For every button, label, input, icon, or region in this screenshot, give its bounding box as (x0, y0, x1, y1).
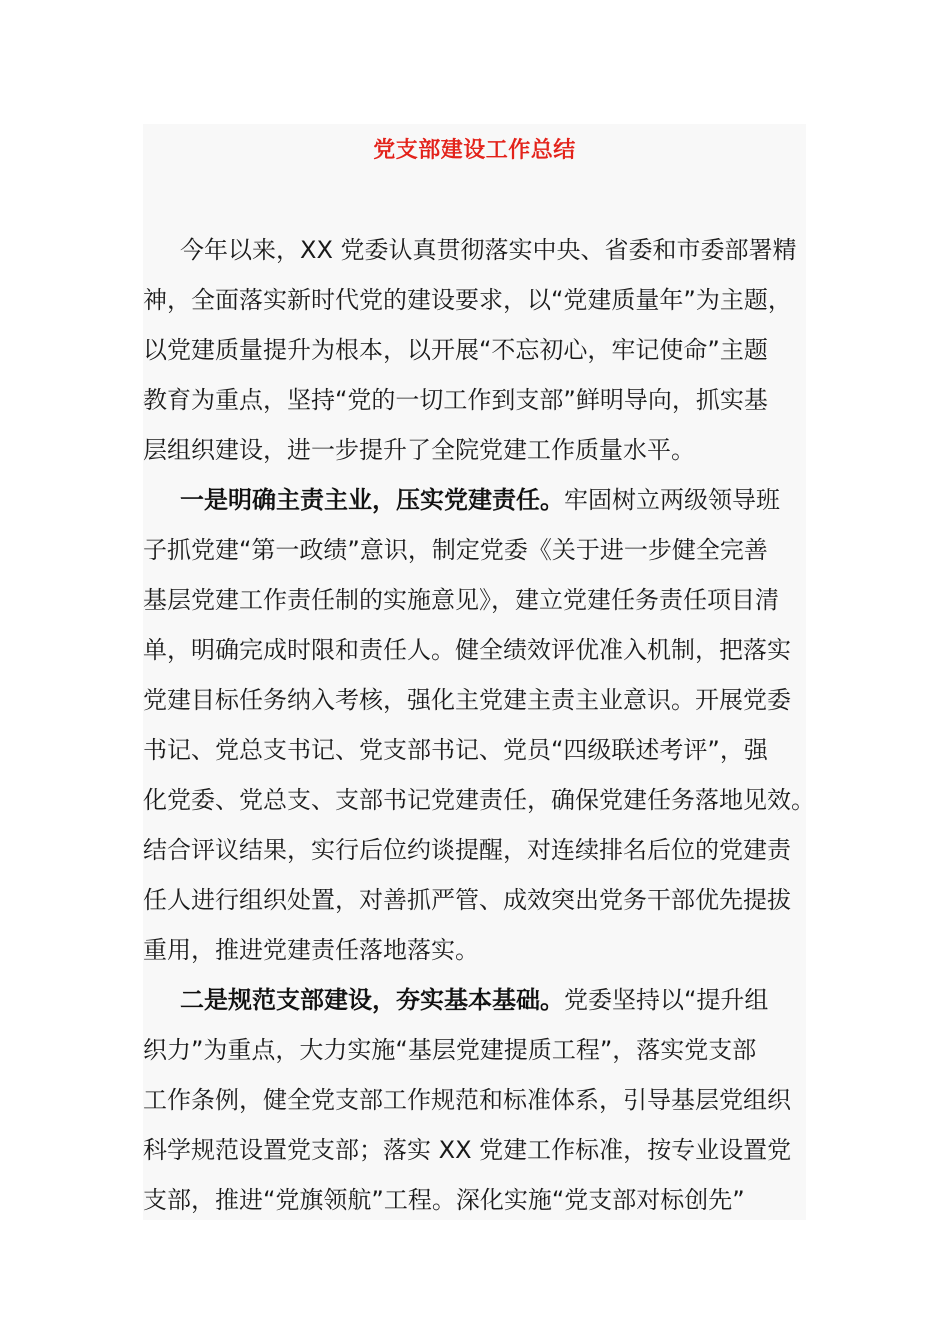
paragraph-2-line-4: 单，明确完成时限和责任人。健全绩效评优准入机制，把落实 (143, 636, 791, 664)
paragraph-2-line-8: 结合评议结果，实行后位约谈提醒，对连续排名后位的党建责 (143, 836, 791, 864)
paragraph-2-line-6: 书记、党总支书记、党支部书记、党员“四级联述考评”，强 (143, 736, 768, 764)
paragraph-2-line-1 (180, 483, 780, 517)
paragraph-2-line-3: 基层党建工作责任制的实施意见》，建立党建任务责任项目清 (143, 586, 779, 614)
paragraph-1-line-4: 教育为重点，坚持“党的一切工作到支部”鲜明导向，抓实基 (143, 386, 768, 414)
section-2-heading: 二是规范支部建设，夯实基本基础。 (180, 986, 564, 1014)
paragraph-1-line-2: 神，全面落实新时代党的建设要求，以“党建质量年”为主题， (143, 286, 792, 314)
paragraph-3-line-2: 织力”为重点，大力实施“基层党建提质工程”，落实党支部 (143, 1036, 757, 1064)
section-1-text: 牢固树立两级领导班 (564, 486, 780, 514)
paragraph-1-line-3: 以党建质量提升为根本，以开展“不忘初心，牢记使命”主题 (143, 336, 768, 364)
paragraph-1-line-1: 今年以来，XX 党委认真贯彻落实中央、省委和市委部署精 (180, 236, 797, 264)
section-2-text: 党委坚持以“提升组 (564, 986, 769, 1014)
paragraph-2-line-10: 重用，推进党建责任落地落实。 (143, 936, 479, 964)
paragraph-3-line-1 (180, 983, 768, 1017)
paragraph-1-line-5: 层组织建设，进一步提升了全院党建工作质量水平。 (143, 436, 695, 464)
paragraph-2-line-5: 党建目标任务纳入考核，强化主党建主责主业意识。开展党委 (143, 686, 791, 714)
paragraph-3-line-3: 工作条例，健全党支部工作规范和标准体系，引导基层党组织 (143, 1086, 791, 1114)
paragraph-2-line-9: 任人进行组织处置，对善抓严管、成效突出党务干部优先提拔 (143, 886, 791, 914)
section-1-heading: 一是明确主责主业，压实党建责任。 (180, 486, 564, 514)
paragraph-2-line-2: 子抓党建“第一政绩”意识，制定党委《关于进一步健全完善 (143, 536, 768, 564)
document-title: 党支部建设工作总结 (373, 138, 576, 163)
paragraph-3-line-5: 支部，推进“党旗领航”工程。深化实施“党支部对标创先” (143, 1186, 745, 1214)
paragraph-2-line-7: 化党委、党总支、支部书记党建责任，确保党建任务落地见效。 (143, 786, 815, 814)
paragraph-3-line-4: 科学规范设置党支部；落实 XX 党建工作标准，按专业设置党 (143, 1136, 792, 1164)
